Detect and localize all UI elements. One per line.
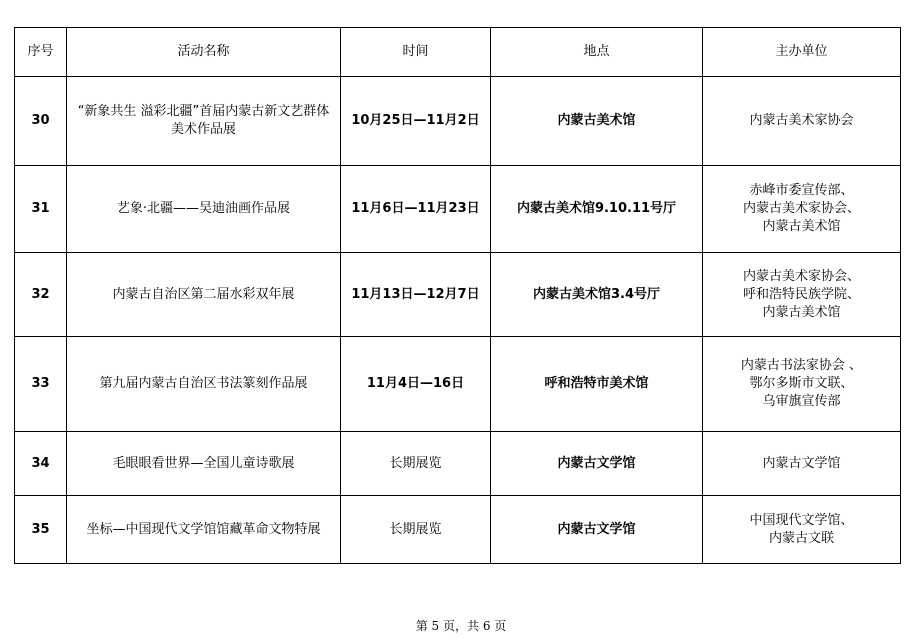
header-index: 序号 — [15, 28, 67, 77]
header-organizer: 主办单位 — [703, 28, 901, 77]
organizer-line: 内蒙古美术家协会、 — [742, 268, 860, 284]
row-index: 34 — [15, 432, 67, 496]
row-organizer — [703, 166, 901, 253]
organizer-line: 乌审旗宣传部 — [762, 394, 841, 409]
table-row — [15, 166, 901, 253]
row-venue: 内蒙古文学馆 — [491, 496, 703, 564]
row-organizer — [703, 337, 901, 432]
organizer-line: 内蒙古美术馆 — [762, 304, 841, 320]
row-activity-name: 艺象·北疆——吴迪油画作品展 — [67, 166, 341, 253]
table-header-row — [15, 28, 901, 77]
row-index: 30 — [15, 77, 67, 166]
header-name: 活动名称 — [67, 28, 341, 77]
row-index: 35 — [15, 496, 67, 564]
row-venue: 内蒙古文学馆 — [491, 432, 703, 496]
row-organizer — [703, 496, 901, 564]
organizer-line: 内蒙古美术家协会、 — [742, 201, 860, 216]
row-organizer — [703, 77, 901, 166]
row-activity-name: “新象共生 溢彩北疆”首届内蒙古新文艺群体美术作品展 — [67, 77, 341, 166]
row-activity-name: 坐标—中国现代文学馆馆藏革命文物特展 — [67, 496, 341, 564]
table-row — [15, 496, 901, 564]
row-activity-name: 第九届内蒙古自治区书法篆刻作品展 — [67, 337, 341, 432]
organizer-line: 内蒙古文联 — [768, 530, 834, 546]
page-number-footer: 第 5 页，共 6 页 — [415, 619, 507, 633]
organizer-line: 鄂尔多斯市文联、 — [749, 376, 854, 391]
organizer-line: 内蒙古美术家协会 — [749, 113, 854, 128]
row-activity-name: 毛眼眼看世界—全国儿童诗歌展 — [67, 432, 341, 496]
row-time: 长期展览 — [341, 432, 491, 496]
organizer-line: 呼和浩特民族学院、 — [742, 286, 860, 302]
row-venue: 呼和浩特市美术馆 — [491, 337, 703, 432]
row-index: 31 — [15, 166, 67, 253]
row-index: 32 — [15, 253, 67, 337]
header-venue: 地点 — [491, 28, 703, 77]
row-time: 长期展览 — [341, 496, 491, 564]
row-time: 10月25日—11月2日 — [341, 77, 491, 166]
row-organizer — [703, 253, 901, 337]
organizer-line: 内蒙古美术馆 — [762, 219, 841, 234]
row-venue: 内蒙古美术馆 — [491, 77, 703, 166]
row-venue: 内蒙古美术馆9.10.11号厅 — [491, 166, 703, 253]
organizer-line: 内蒙古文学馆 — [762, 455, 841, 471]
row-time: 11月13日—12月7日 — [341, 253, 491, 337]
activity-schedule-table — [14, 27, 901, 564]
row-time: 11月4日—16日 — [341, 337, 491, 432]
row-index: 33 — [15, 337, 67, 432]
organizer-line: 赤峰市委宣传部、 — [749, 183, 854, 198]
row-organizer — [703, 432, 901, 496]
row-time: 11月6日—11月23日 — [341, 166, 491, 253]
table-row — [15, 337, 901, 432]
row-venue: 内蒙古美术馆3.4号厅 — [491, 253, 703, 337]
organizer-line: 中国现代文学馆、 — [749, 512, 854, 528]
table-row — [15, 253, 901, 337]
table-row — [15, 432, 901, 496]
table-row — [15, 77, 901, 166]
header-time: 时间 — [341, 28, 491, 77]
row-activity-name: 内蒙古自治区第二届水彩双年展 — [67, 253, 341, 337]
organizer-line: 内蒙古书法家协会 、 — [740, 358, 863, 373]
